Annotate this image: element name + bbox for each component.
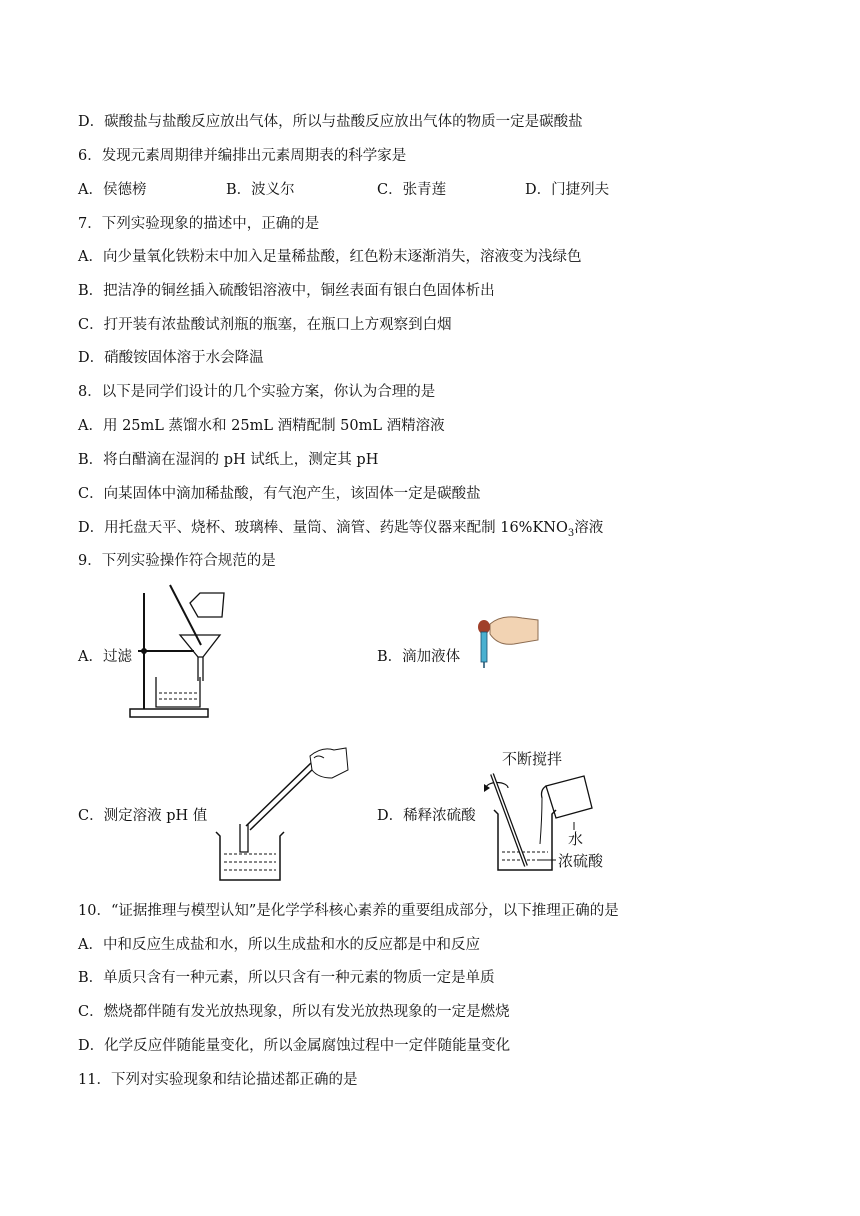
question-10: 10．“证据推理与模型认知”是化学学科核心素养的重要组成部分，以下推理正确的是 [78,903,619,919]
dilute-acid-figure [480,748,615,876]
q8-option-b: B．将白醋滴在湿润的 pH 试纸上，测定其 pH [78,452,379,468]
q9-option-b-label: B．滴加液体 [377,649,461,665]
question-9: 9．下列实验操作符合规范的是 [78,553,276,569]
question-7: 7．下列实验现象的描述中，正确的是 [78,216,320,232]
q9-option-a-label: A．过滤 [78,649,132,665]
q5-option-d: D．碳酸盐与盐酸反应放出气体，所以与盐酸反应放出气体的物质一定是碳酸盐 [78,114,583,130]
q7-option-b: B．把洁净的铜丝插入硫酸铝溶液中，铜丝表面有银白色固体析出 [78,283,495,299]
q7-option-c: C．打开装有浓盐酸试剂瓶的瓶塞，在瓶口上方观察到白烟 [78,317,452,333]
question-11: 11．下列对实验现象和结论描述都正确的是 [78,1072,358,1088]
q10-option-a: A．中和反应生成盐和水，所以生成盐和水的反应都是中和反应 [78,937,480,953]
q8-option-d-suffix: 溶液 [574,520,604,536]
q8-option-d-text: D．用托盘天平、烧杯、玻璃棒、量筒、滴管、药匙等仪器来配制 16%KNO [78,520,568,536]
q6-option-a: A．侯德榜 [78,182,147,198]
filtration-figure [128,585,238,720]
q9-option-c-label: C．测定溶液 pH 值 [78,808,208,824]
stir-label: 不断搅拌 [502,750,563,768]
water-label: 水 [568,830,584,848]
q9-option-d-label: D．稀释浓硫酸 [377,808,476,824]
q6-option-d: D．门捷列夫 [525,182,610,198]
ph-test-figure [214,744,350,884]
q10-option-b: B．单质只含有一种元素，所以只含有一种元素的物质一定是单质 [78,970,495,986]
q7-option-d: D．硝酸铵固体溶于水会降温 [78,350,264,366]
dropper-figure [472,610,542,670]
q10-option-d: D．化学反应伴随能量变化，所以金属腐蚀过程中一定伴随能量变化 [78,1038,511,1054]
q6-option-b: B．波义尔 [226,182,295,198]
q8-option-a: A．用 25mL 蒸馏水和 25mL 酒精配制 50mL 酒精溶液 [78,418,445,434]
question-6: 6．发现元素周期律并编排出元素周期表的科学家是 [78,148,407,164]
q8-option-d-subscript: 3 [567,527,575,539]
q6-option-c: C．张青莲 [377,182,447,198]
q8-option-c: C．向某固体中滴加稀盐酸，有气泡产生，该固体一定是碳酸盐 [78,486,481,502]
q8-option-d [78,518,603,544]
acid-label: 浓硫酸 [558,852,604,870]
q7-option-a: A．向少量氧化铁粉末中加入足量稀盐酸，红色粉末逐渐消失，溶液变为浅绿色 [78,249,582,265]
question-8: 8．以下是同学们设计的几个实验方案，你认为合理的是 [78,384,436,400]
q10-option-c: C．燃烧都伴随有发光放热现象，所以有发光放热现象的一定是燃烧 [78,1004,510,1020]
